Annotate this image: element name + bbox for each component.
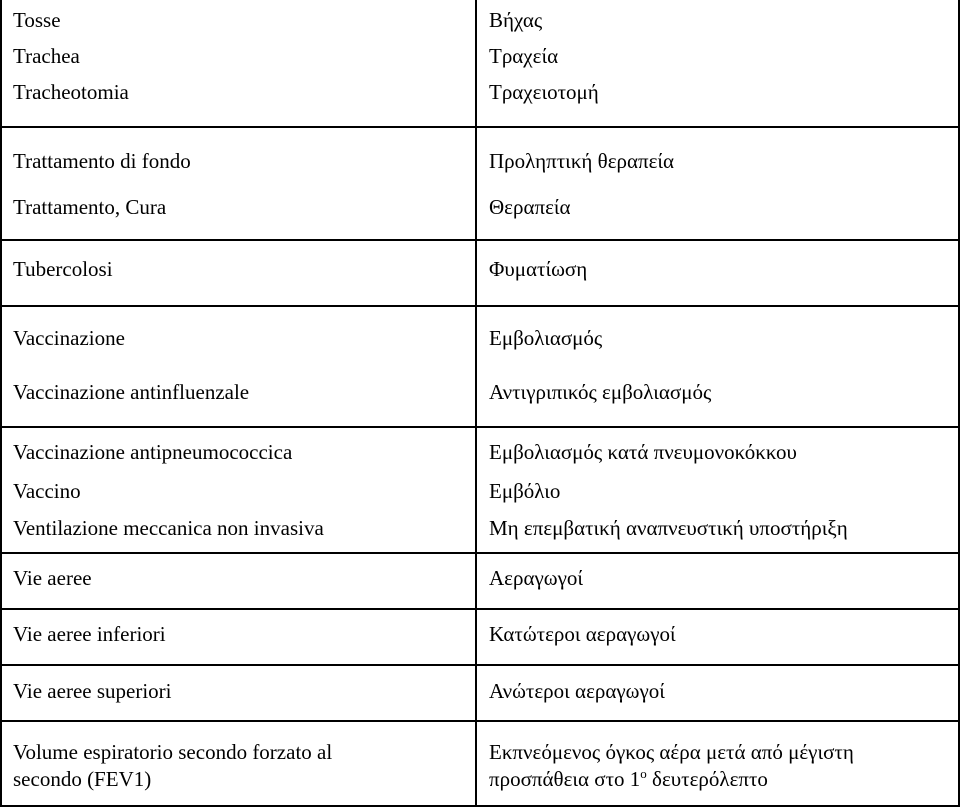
italian-term: Vie aeree [13, 566, 92, 590]
italian-term: Tubercolosi [13, 257, 113, 281]
row-divider [0, 305, 960, 307]
italian-term: Trattamento, Cura [13, 195, 167, 219]
italian-term: Vie aeree superiori [13, 679, 172, 703]
greek-term: Εμβόλιο [489, 479, 561, 503]
italian-term: Ventilazione meccanica non invasiva [13, 516, 324, 540]
table-border-left [0, 0, 2, 807]
greek-term [489, 767, 768, 791]
italian-term: Tracheotomia [13, 80, 129, 104]
greek-term: Αεραγωγοί [489, 566, 583, 590]
italian-term: Tosse [13, 8, 61, 32]
greek-term: Βήχας [489, 8, 543, 32]
italian-term: Vaccinazione antipneumococcica [13, 440, 293, 464]
row-divider [0, 608, 960, 610]
greek-term-part: δευτερόλεπτο [646, 767, 768, 791]
italian-term: Trattamento di fondo [13, 149, 191, 173]
column-divider [475, 0, 477, 807]
row-divider [0, 664, 960, 666]
row-divider [0, 426, 960, 428]
italian-term: Vie aeree inferiori [13, 622, 166, 646]
greek-term: Ανώτεροι αεραγωγοί [489, 679, 665, 703]
greek-term: Προληπτική θεραπεία [489, 149, 675, 173]
greek-term-part: προσπάθεια στο 1 [489, 767, 641, 791]
greek-term: Φυματίωση [489, 257, 588, 281]
greek-term: Τραχεία [489, 44, 559, 68]
row-divider [0, 552, 960, 554]
greek-term: Αντιγριπικός εμβολιασμός [489, 380, 712, 404]
italian-term: Volume espiratorio secondo forzato al [13, 740, 333, 764]
italian-term: Vaccinazione [13, 326, 125, 350]
ordinal-superscript: ο [640, 766, 647, 781]
row-divider [0, 126, 960, 128]
italian-term: secondo (FEV1) [13, 767, 152, 791]
greek-term: Μη επεμβατική αναπνευστική υποστήριξη [489, 516, 848, 540]
greek-term: Θεραπεία [489, 195, 571, 219]
greek-term: Εκπνεόμενος όγκος αέρα μετά από μέγιστη [489, 740, 854, 764]
greek-term: Κατώτεροι αεραγωγοί [489, 622, 676, 646]
greek-term: Εμβολιασμός κατά πνευμονοκόκκου [489, 440, 797, 464]
italian-term: Vaccino [13, 479, 81, 503]
row-divider [0, 720, 960, 722]
greek-term: Τραχειοτομή [489, 80, 599, 104]
greek-term: Εμβολιασμός [489, 326, 603, 350]
italian-term: Vaccinazione antinfluenzale [13, 380, 250, 404]
italian-term: Trachea [13, 44, 80, 68]
row-divider [0, 239, 960, 241]
